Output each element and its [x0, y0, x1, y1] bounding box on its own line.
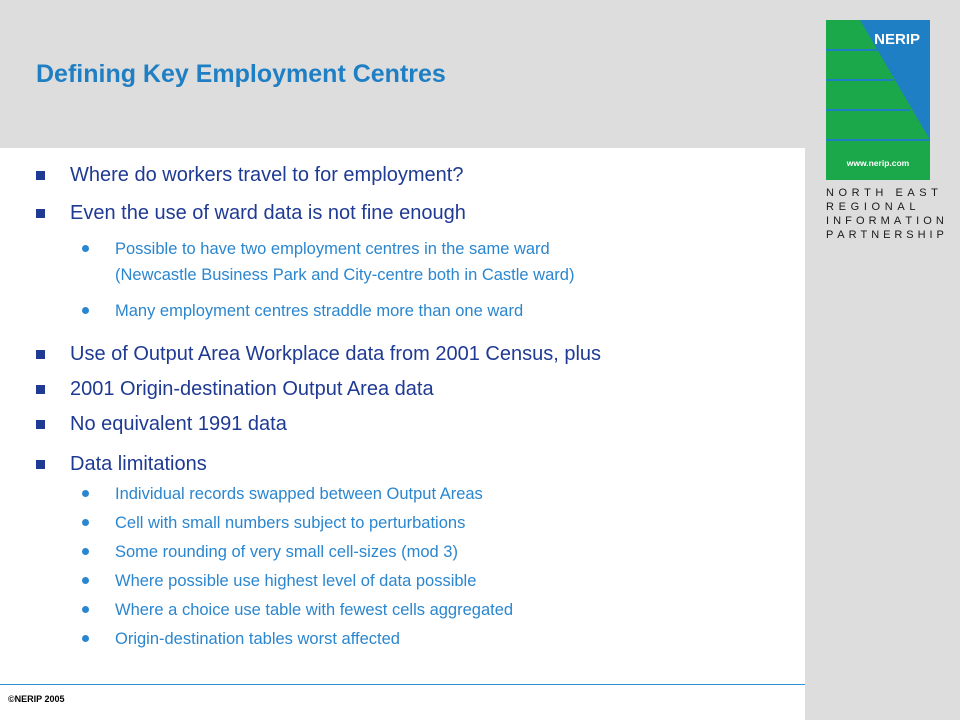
slide-title: Defining Key Employment Centres	[36, 60, 446, 88]
logo-wordmark-line: P A R T N E R S H I P	[826, 229, 944, 241]
logo-wordmark	[826, 186, 944, 242]
square-bullet-icon	[36, 171, 45, 180]
square-bullet-icon	[36, 460, 45, 469]
sub-bullet-text: Cell with small numbers subject to perturbations	[115, 514, 466, 532]
round-bullet-icon	[82, 245, 89, 252]
sub-bullet-text: Some rounding of very small cell-sizes (mod 3)	[115, 543, 458, 561]
round-bullet-icon	[82, 519, 89, 526]
sub-bullet-text: Possible to have two employment centres in the same ward	[115, 240, 550, 258]
bullet-text: Even the use of ward data is not fine enough	[70, 202, 466, 224]
logo-wordmark-line: N O R T H E A S T	[826, 187, 938, 199]
bullet-text: No equivalent 1991 data	[70, 413, 287, 435]
footer-divider	[0, 684, 805, 685]
logo-name: NERIP	[874, 31, 920, 48]
round-bullet-icon	[82, 307, 89, 314]
square-bullet-icon	[36, 385, 45, 394]
bullet-text: Where do workers travel to for employment?	[70, 164, 464, 186]
logo-url: www.nerip.com	[846, 158, 910, 168]
sub-bullet-text: (Newcastle Business Park and City-centre both in Castle ward)	[115, 266, 575, 284]
sub-bullet-text: Origin-destination tables worst affected	[115, 630, 400, 648]
sub-bullet-text: Where possible use highest level of data possible	[115, 572, 477, 590]
bullet-text: Data limitations	[70, 453, 207, 475]
sub-bullet-text: Many employment centres straddle more than one ward	[115, 302, 524, 320]
footer-copyright: ©NERIP 2005	[8, 694, 65, 704]
logo-wordmark-line: R E G I O N A L	[826, 201, 916, 213]
square-bullet-icon	[36, 209, 45, 218]
round-bullet-icon	[82, 577, 89, 584]
bullet-text: 2001 Origin-destination Output Area data	[70, 378, 434, 400]
round-bullet-icon	[82, 490, 89, 497]
round-bullet-icon	[82, 548, 89, 555]
square-bullet-icon	[36, 350, 45, 359]
round-bullet-icon	[82, 606, 89, 613]
round-bullet-icon	[82, 635, 89, 642]
square-bullet-icon	[36, 420, 45, 429]
sub-bullet-text: Where a choice use table with fewest cells aggregated	[115, 601, 514, 619]
nerip-logo	[826, 20, 930, 180]
sub-bullet-text: Individual records swapped between Output Areas	[115, 485, 483, 503]
bullet-text: Use of Output Area Workplace data from 2001 Census, plus	[70, 343, 602, 365]
logo-wordmark-line: I N F O R M A T I O N	[826, 215, 944, 227]
